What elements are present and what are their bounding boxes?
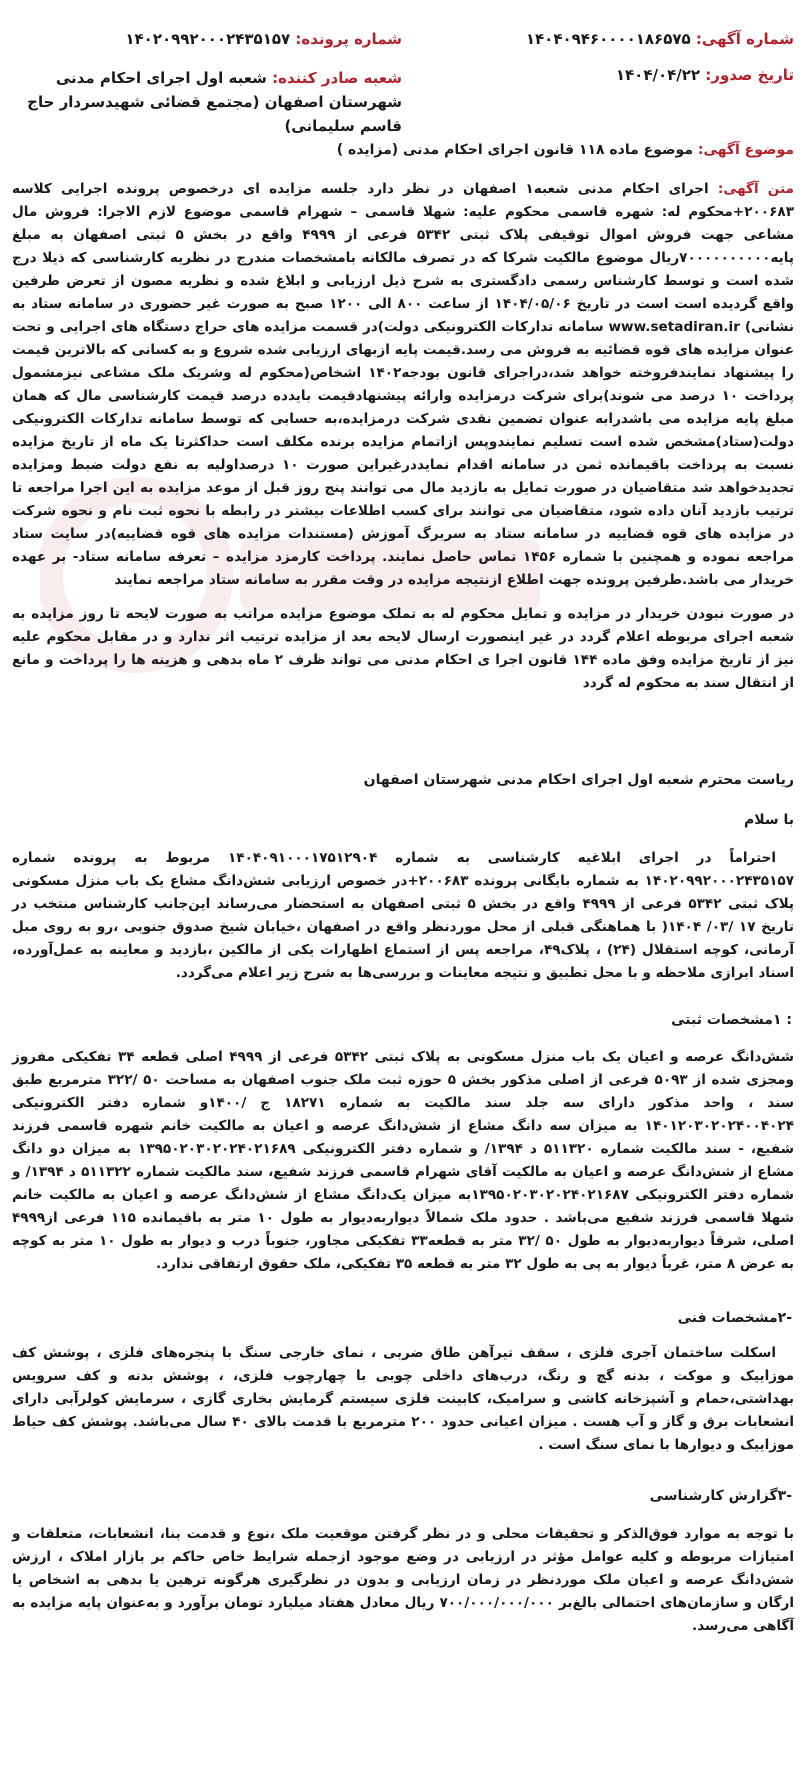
issue-date-field xyxy=(404,66,794,138)
section3-text: با توجه به موارد فوق‌الذکر و تحقیقات محلی و در نظر گرفتن موقعیت ملک ،نوع و قدمت بنا، انشعابات، متعلقات و امتیازات مربوطه و کلیه عوامل مؤثر در ارزیابی در وضع موجود ازجمله شرایط خاص حاکم بر بازار املاک ، ارزش شش‌دانگ عرصه و اعیان ملک موردنظر در زمان ارزیابی و بدون در نظرگیری هرگونه ترهین یا بدهی به اشخاص یا ارگان و سازمان‌های احتمالی بالغ‌بر ۷۰۰/۰۰۰/۰۰۰/۰۰۰ ریال معادل هفتاد میلیارد تومان برآورد و به‌عنوان پایه مزایده به آگاهی می‌رسد. xyxy=(12,1526,794,1634)
issuer: شعبه اول اجرای احکام مدنی شهرستان اصفهان (مجتمع قضائی شهیدسردار حاج قاسم سلیمانی) xyxy=(27,69,402,135)
subject-line xyxy=(337,142,794,158)
section2-text: اسکلت ساختمان آجری فلزی ، سقف تیرآهن طاق ضربی ، نمای خارجی سنگ با پنجره‌های فلزی ، پوشش کف موزاییک و موکت ، بدنه گچ و رنگ، درب‌های داخلی چوبی با چهارچوب فلزی، ، پوشش بدنه و کف سرویس بهداشتی،حمام و آشپزخانه کاشی و سرامیک، کابینت فلزی سیستم گرمایش بخاری گازی ، سرمایش کولرآبی دارای انشعابات برق و گاز و آب هست . میزان اعیانی حدود ۲۰۰ مترمربع با قدمت بالای ۴۰ سال می‌باشد. پوشش کف حیاط موزاییک و دیوارها با نمای سنگ است . xyxy=(12,1345,794,1453)
report-addressee: ریاست محترم شعبه اول اجرای احکام مدنی شهرستان اصفهان xyxy=(363,772,794,788)
section1-text: شش‌دانگ عرصه و اعیان یک باب منزل مسکونی به پلاک ثبتی ۵۳۴۲ فرعی از ۴۹۹۹ اصلی قطعه ۳۴ تفکیکی مفروز ومجزی شده از ۵۰۹۳ فرعی از اصلی مذکور بخش ۵ حوزه ثبت ملک جنوب اصفهان به مساحت ۵۰ /۳۲۲ مترمربع طبق سند ، واحد مذکور دارای سه جلد سند مالکیت به شماره ۱۸۲۷۱ ج /۱۴۰۰و شماره دفتر الکترونیکی ۱۴۰۱۲۰۳۰۲۰۲۴۰۰۴۰۲۴ به میزان سه دانگ مشاع از شش‌دانگ عرصه و اعیان به مالکیت خانم شهره قاسمی فرزند شفیع، - سند مالکیت شماره ۵۱۱۳۲۰ د ۱۳۹۴/ و شماره دفتر الکترونیکی ۱۳۹۵۰۲۰۳۰۲۰۲۴۰۲۱۶۸۹ به میزان دو دانگ مشاع از شش‌دانگ عرصه و اعیان به مالکیت آقای شهرام قاسمی فرزند شفیع، سند مالکیت شماره ۵۱۱۳۲۲ د ۱۳۹۴/ و شماره دفتر الکترونیکی ۱۳۹۵۰۲۰۳۰۲۰۲۴۰۲۱۶۸۷به میزان یک‌دانگ مشاع از شش‌دانگ عرصه و اعیان به مالکیت خانم شهلا قاسمی فرزند شفیع می‌باشد . حدود ملک شمالاً دیواربه‌دیوار به طول ۱۰ متر به باقیمانده ۱۱۵ فرعی از۴۹۹۹ اصلی، شرقاً دیواربه‌دیوار به طول ۵۰ /۳۲ متر به قطعه۳۳ تفکیکی مجاور، جنوباً درب و دیوار به طول ۱۰ متر به کوچه به عرض ۸ متر، غرباً دیوار به پی به طول ۳۲ متر به قطعه ۳۵ تفکیکی، ملک حقوق ارتفاقی ندارد. xyxy=(12,1049,795,1272)
subject-text: موضوع ماده ۱۱۸ قانون اجرای احکام مدنی (مزایده ) xyxy=(336,142,693,158)
report-greeting: با سلام xyxy=(743,812,794,828)
ad-number: ۱۴۰۴۰۹۴۶۰۰۰۰۱۸۶۵۷۵ xyxy=(525,30,691,48)
section2-title: -۲مشخصات فنی xyxy=(677,1310,792,1326)
case-number-label: شماره پرونده: xyxy=(295,30,402,48)
body-paragraph-2: در صورت نبودن خریدار در مزایده و تمایل محکوم له به تملک موضوع مزایده مراتب به صورت لایحه تا روز مزایده به شعبه اجرای مربوطه اعلام گردد در غیر اینصورت ارسال لایحه بعد از مزایده ترتیب اثر ندارد و در مقابل محکوم علیه نیز از تاریخ مزایده وفق ماده ۱۴۴ قانون اجرا ی احکام مدنی می تواند ظرف ۲ ماه بدهی و هزینه ها را پرداخت و مانع از انتقال سند به محکوم له گردد xyxy=(12,606,794,691)
header-row-2 xyxy=(12,66,794,138)
case-number: ۱۴۰۲۰۹۹۲۰۰۰۲۴۳۵۱۵۷ xyxy=(125,30,291,48)
subject-label: موضوع آگهی: xyxy=(697,142,794,158)
body-label: متن آگهی: xyxy=(717,181,794,197)
issuer-field xyxy=(12,66,402,138)
section3-title: -۳گزارش کارشناسی xyxy=(649,1488,792,1504)
header-row-1 xyxy=(12,30,794,48)
ad-number-label: شماره آگهی: xyxy=(695,30,794,48)
ad-number-field xyxy=(404,30,794,48)
body-text-1: اجرای احکام مدنی شعبه۱ اصفهان در نظر دارد جلسه مزایده ای درخصوص پرونده اجرایی کلاسه ۲۰۰۶۸۳+محکوم له: شهره قاسمی محکوم علیه: شهلا قاسمی – شهرام قاسمی موضوع لازم الاجرا: فروش مال مشاعی جهت فروش اموال توقیفی پلاک ثبتی ۵۳۴۲ فرعی از ۴۹۹۹ واقع در بخش ۵ ثبتی اصفهان به مبلغ پایه۷۰۰۰۰۰۰۰۰۰۰ریال موضوع مالکیت شرکا که در تصرف مالکانه بامشخصات مندرج در نظریه کارشناسی که ذیلا درج شده است و توسط کارشناس رسمی دادگستری به شرح ذیل ارزیابی و ابلاغ شده و نظریه مصون از تعرض طرفین واقع گردیده است است در تاریخ ۱۴۰۴/۰۵/۰۶ از ساعت ۸۰۰ الی ۱۲۰۰ صبح به صورت غیر حضوری در سامانه ستاد به نشانی) www.setadiran.ir سامانه تدارکات الکترونیکی دولت)در قسمت مزایده های حراج دستگاه های اجرایی و تحت عنوان مزایده های قوه قضائیه به فروش می رسد.قیمت پایه ازبهای ارزیابی شده شروع و به کسانی که بالاترین قیمت را پیشنهاد نمایندفروخته خواهد شد،دراجرای قانون بودجه۱۴۰۲ اشخاص(محکوم له وشریک ملک مشاعی نیزمشمول پرداخت ۱۰ درصد می شوند)برای شرکت درمزایده وارائه پیشنهادقیمت بایدده درصد قیمت کارشناسی مال که همان مبلغ پایه مزایده می باشدرابه عنوان تضمین نقدی شرکت درمزایده،به حسابی که توسط سامانه تدارکات الکترونیکی دولت(ستاد)مشخص شده است تسلیم نمایندوپس ازاتمام مزایده برنده مکلف است حداکثرتا یک ماه از تاریخ مزایده نسبت به پرداخت باقیمانده ثمن در سامانه اقدام نمایددرغیراین صورت ۱۰ درصداولیه به نفع دولت ضبط ومزایده تجدیدخواهد شد متقاضیان در صورت تمایل به بازدید مال می توانند پنج روز قبل از موعد مزایده به این اجرا مراجعه تا ترتیب بازدید آنان داده شود، متقاضیان می توانند برای کسب اطلاعات بیشتر در رابطه با نحوه ثبت نام و نحوه شرکت در مزایده های قوه قضاییه در سامانه ستاد به سربرگ آموزش (مستندات مزایده های قوه قضاییه)در سایت ستاد مراجعه نموده و همچنین با شماره ۱۴۵۶ تماس حاصل نمایند. پرداخت کارمزد مزایده – تعرفه سامانه ستاد- بر عهده خریدار می باشد.طرفین پرونده جهت اطلاع ازنتیجه مزایده در وقت مقرر به سامانه ستاد مراجعه نمایند xyxy=(12,181,795,588)
case-number-field xyxy=(12,30,402,48)
issue-date-label: تاریخ صدور: xyxy=(705,66,794,84)
issuer-label: شعبه صادر کننده: xyxy=(272,69,402,87)
section1-title: : ۱مشخصات ثبتی xyxy=(671,1012,792,1028)
issue-date: ۱۴۰۴/۰۴/۲۲ xyxy=(615,66,701,84)
report-intro: احتراماً در اجرای ابلاغیه کارشناسی به شماره ۱۴۰۴۰۹۱۰۰۰۱۷۵۱۲۹۰۴ مربوط به پرونده شماره ۱۴۰۲۰۹۹۲۰۰۰۲۴۳۵۱۵۷ به شماره بایگانی پرونده ۲۰۰۶۸۳+در خصوص ارزیابی شش‌دانگ مشاع یک باب منزل مسکونی پلاک ثبتی ۵۳۴۲ فرعی از ۴۹۹۹ واقع در بخش ۵ ثبتی اصفهان به استحضار می‌رساند این‌جانب کارشناس منتخب در تاریخ ۱۷ /۰۳/ ۱۴۰۴( با هماهنگی قبلی از محل موردنظر واقع در اصفهان ،خیابان شیخ صدوق جنوبی ،رو به روی مبل آرمانی، کوچه استقلال (۲۴) ، پلاک۴۹، مراجعه پس از استماع اظهارات یکی از مالکین ،بازدید و معاینه به عمل‌آورده، اسناد ابرازی ملاحظه و با محل تطبیق و نتیجه معاینات و بررسی‌ها به شرح زیر اعلام می‌گردد. xyxy=(12,850,795,981)
body-paragraph-1 xyxy=(12,178,794,592)
